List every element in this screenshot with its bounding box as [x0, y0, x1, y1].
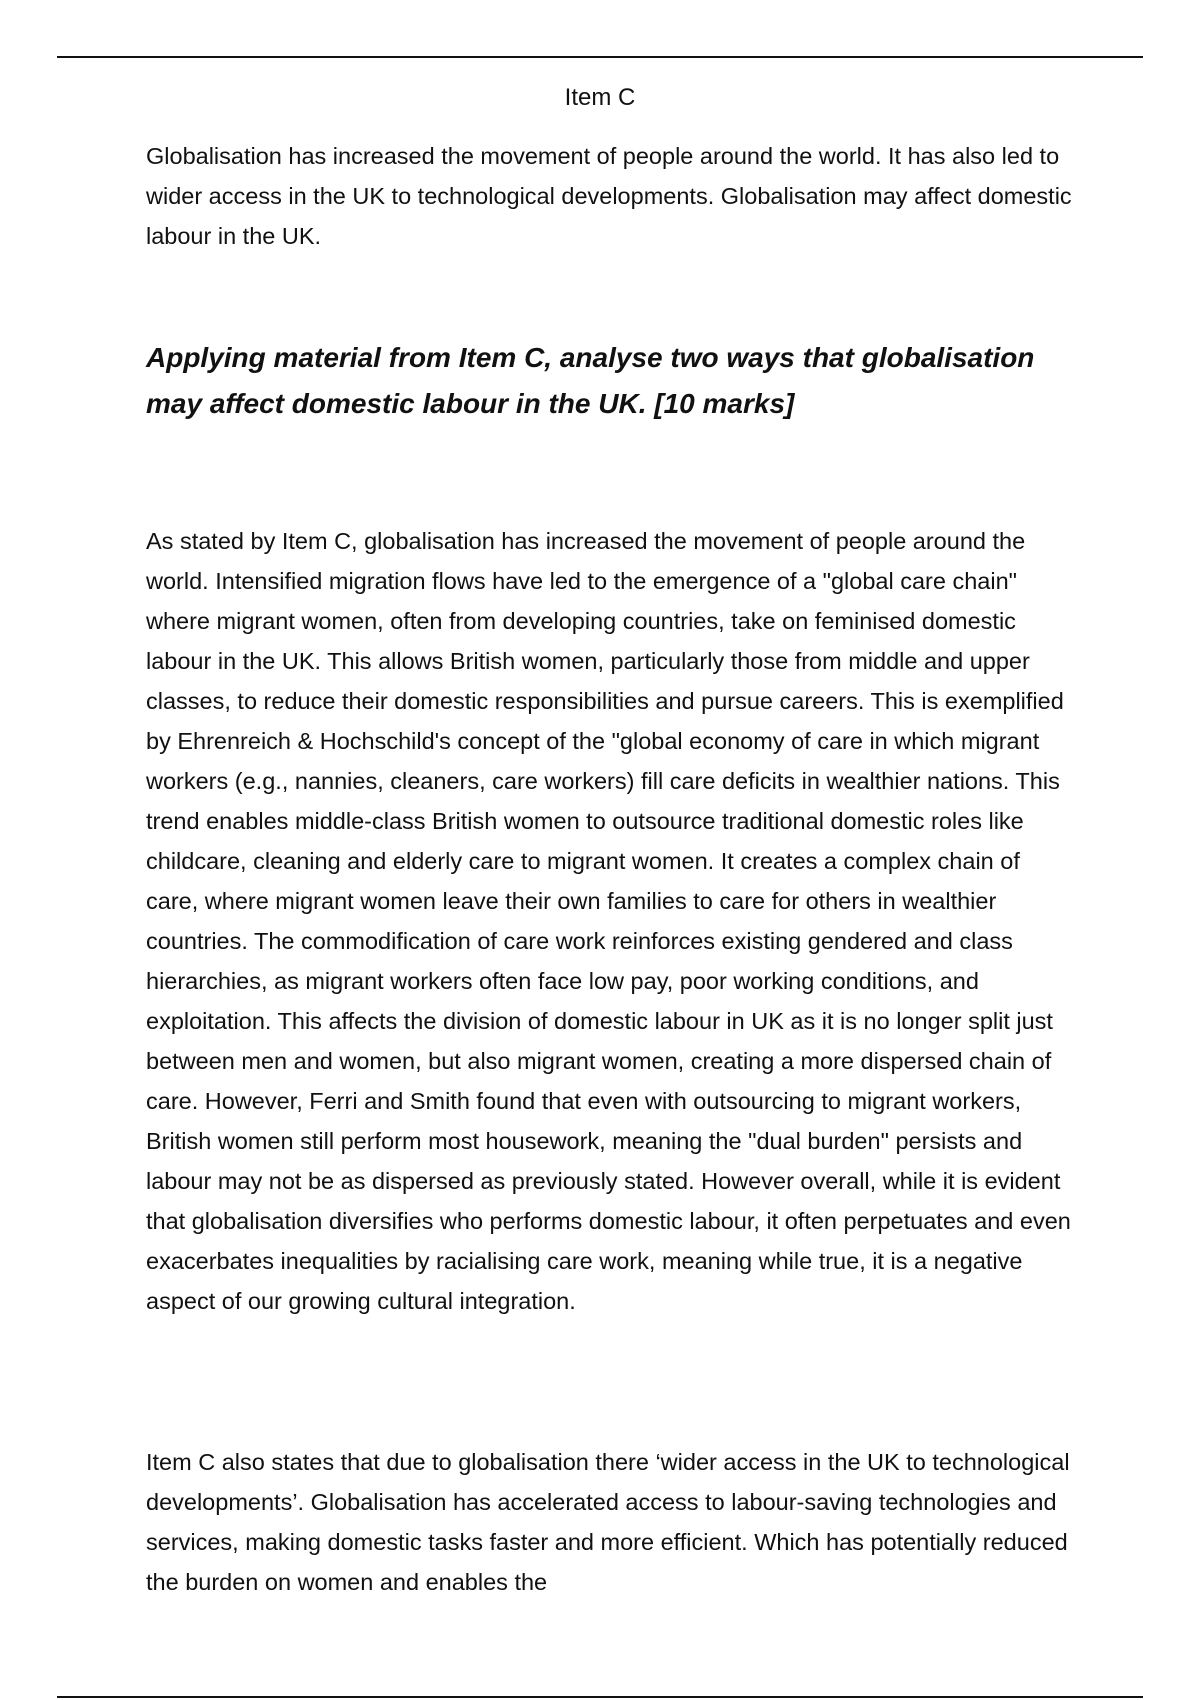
answer-paragraph-2: Item C also states that due to globalisation there ‘wider access in the UK to technological developments’. Globalisation has accelerated access to labour-saving technologies and services, making domestic tasks faster and more efficient. Which has potentially reduced the burden on women and enables the	[146, 1449, 1070, 1595]
item-c-text: Globalisation has increased the movement of people around the world. It has also led to wider access in the UK to technological developments. Globalisation may affect domestic labour in the UK.	[146, 143, 1072, 249]
answer-paragraph-1: As stated by Item C, globalisation has increased the movement of people around the world. Intensified migration flows have led to the emergence of a "global care chain" where migrant women, often from developing countries, take on feminised domestic labour in the UK. This allows British women, particularly those from middle and upper classes, to reduce their domestic responsibilities and pursue careers. This is exemplified by Ehrenreich & Hochschild's concept of the "global economy of care in which migrant workers (e.g., nannies, cleaners, care workers) fill care deficits in wealthier nations. This trend enables middle-class British women to outsource traditional domestic roles like childcare, cleaning and elderly care to migrant women. It creates a complex chain of care, where migrant women leave their own families to care for others in wealthier countries. The commodification of care work reinforces existing gendered and class hierarchies, as migrant workers often face low pay, poor working conditions, and exploitation. This affects the division of domestic labour in UK as it is no longer split just between men and women, but also migrant women, creating a more dispersed chain of care. However, Ferri and Smith found that even with outsourcing to migrant workers, British women still perform most housework, meaning the "dual burden" persists and labour may not be as dispersed as previously stated. However overall, while it is evident that globalisation diversifies who performs domestic labour, it often perpetuates and even exacerbates inequalities by racialising care work, meaning while true, it is a negative aspect of our growing cultural integration.	[146, 528, 1071, 1314]
item-heading: Item C	[564, 84, 636, 111]
bottom-rule	[57, 1696, 1143, 1698]
exam-question: Applying material from Item C, analyse two ways that globalisation may affect domestic labour in the UK. [10 marks]	[146, 342, 1035, 419]
top-rule	[57, 56, 1143, 58]
